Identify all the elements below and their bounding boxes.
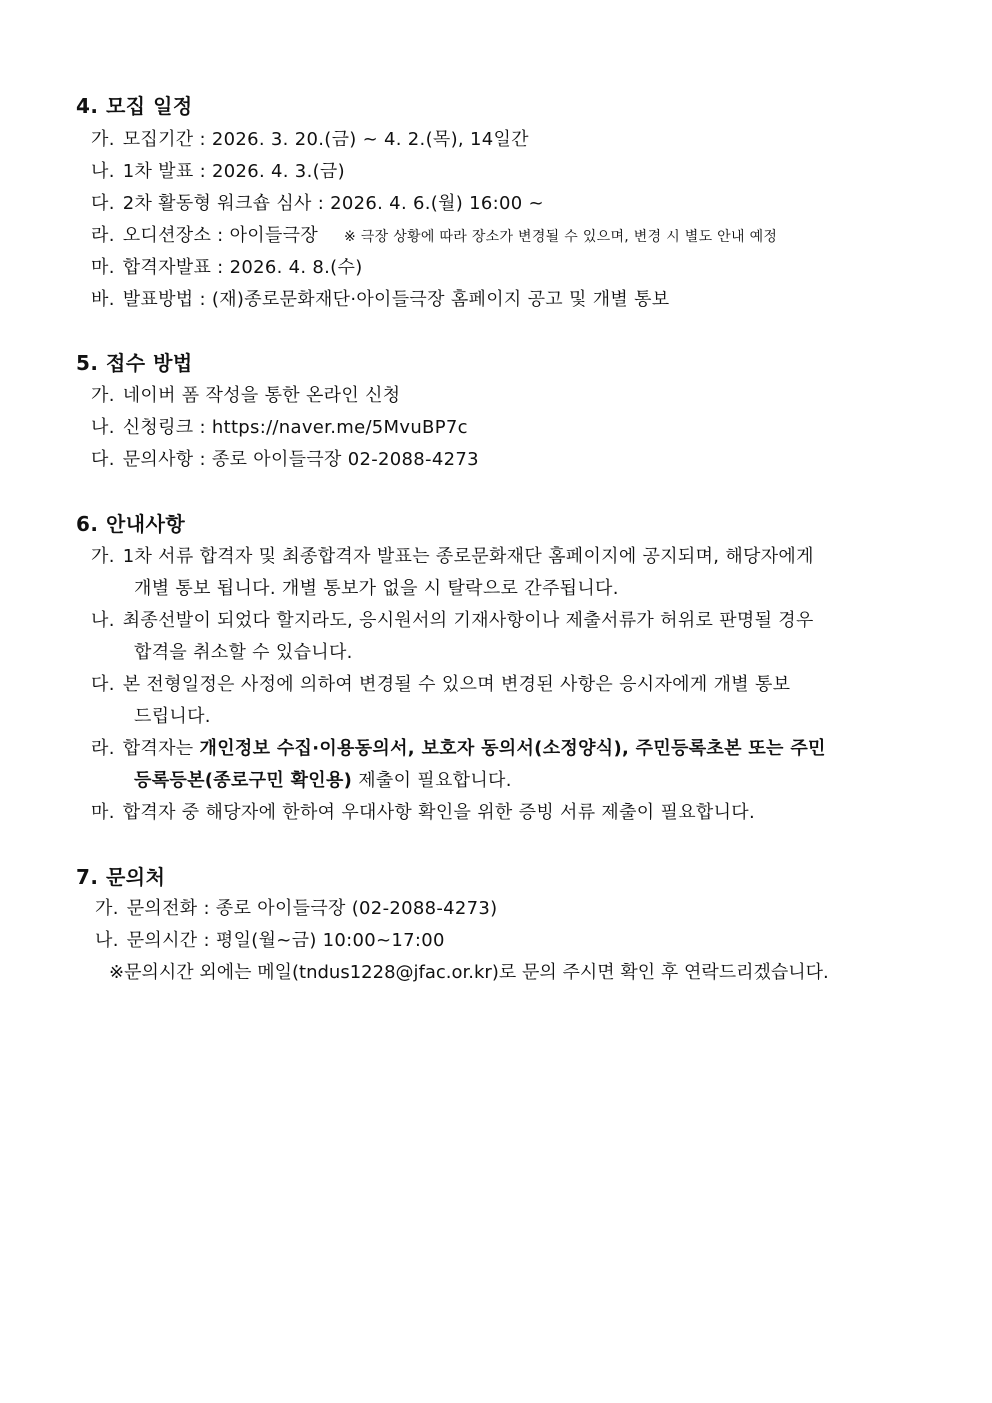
list-item — [91, 798, 755, 824]
item-label: 라. — [91, 738, 115, 759]
section-6-title: 6. 안내사항 — [76, 512, 186, 536]
required-documents: 개인정보 수집·이용동의서, 보호자 동의서(소정양식), 주민등록초본 또는 주민 — [199, 738, 826, 759]
item-label: 바. — [91, 289, 115, 310]
item-text: 신청링크 : https://naver.me/5MvuBP7c — [122, 417, 468, 438]
item-text: 본 전형일정은 사정에 의하여 변경될 수 있으며 변경된 사항은 응시자에게 개별 통보 — [122, 674, 791, 695]
item-text: 1차 발표 : 2026. 4. 3.(금) — [122, 161, 345, 182]
list-item — [91, 253, 363, 279]
item-label: 마. — [91, 802, 115, 823]
list-item — [91, 189, 544, 215]
list-item — [91, 381, 400, 407]
item-text: 문의전화 : 종로 아이들극장 (02-2088-4273) — [126, 898, 498, 919]
item-text: 합격자발표 : 2026. 4. 8.(수) — [122, 257, 363, 278]
item-text-prefix: 합격자는 — [122, 738, 200, 759]
list-item — [91, 606, 814, 632]
item-text: 네이버 폼 작성을 통한 온라인 신청 — [122, 385, 401, 406]
item-text-suffix: 제출이 필요합니다. — [352, 770, 512, 791]
venue-note: ※ 극장 상황에 따라 장소가 변경될 수 있으며, 변경 시 별도 안내 예정 — [344, 229, 778, 245]
list-item — [91, 413, 468, 439]
item-label: 나. — [91, 161, 115, 182]
item-label: 다. — [91, 674, 115, 695]
item-continuation — [134, 766, 512, 792]
list-item — [95, 926, 445, 952]
item-text: 최종선발이 되었다 할지라도, 응시원서의 기재사항이나 제출서류가 허위로 판명될 경우 — [122, 610, 814, 631]
item-continuation: 드립니다. — [134, 706, 211, 727]
item-text: 2차 활동형 워크숍 심사 : 2026. 4. 6.(월) 16:00 ~ — [122, 193, 544, 214]
section-5-title: 5. 접수 방법 — [76, 351, 193, 375]
list-item — [91, 670, 790, 696]
item-text: 모집기간 : 2026. 3. 20.(금) ~ 4. 2.(목), 14일간 — [122, 129, 529, 150]
item-continuation: 개별 통보 됩니다. 개별 통보가 없을 시 탈락으로 간주됩니다. — [134, 578, 619, 599]
item-label: 나. — [91, 417, 115, 438]
list-item — [91, 157, 345, 183]
item-text: 합격자 중 해당자에 한하여 우대사항 확인을 위한 증빙 서류 제출이 필요합니다. — [122, 802, 755, 823]
section-7-title: 7. 문의처 — [76, 865, 166, 889]
section-4-title: 4. 모집 일정 — [76, 94, 193, 118]
item-text: 오디션장소 : 아이들극장 — [122, 225, 319, 246]
item-label: 다. — [91, 193, 115, 214]
list-item — [91, 221, 777, 247]
item-label: 가. — [95, 898, 119, 919]
item-label: 가. — [91, 129, 115, 150]
item-label: 가. — [91, 385, 115, 406]
required-documents-cont: 등록등본(종로구민 확인용) — [134, 770, 353, 791]
item-label: 나. — [91, 610, 115, 631]
item-label: 나. — [95, 930, 119, 951]
item-text: 1차 서류 합격자 및 최종합격자 발표는 종로문화재단 홈페이지에 공지되며, 해당자에게 — [122, 546, 814, 567]
list-item — [91, 125, 529, 151]
item-text: 문의사항 : 종로 아이들극장 02-2088-4273 — [122, 449, 479, 470]
item-text: 문의시간 : 평일(월~금) 10:00~17:00 — [126, 930, 445, 951]
item-label: 마. — [91, 257, 115, 278]
item-label: 가. — [91, 546, 115, 567]
item-text: 발표방법 : (재)종로문화재단·아이들극장 홈페이지 공고 및 개별 통보 — [122, 289, 670, 310]
item-label: 라. — [91, 225, 115, 246]
list-item — [91, 445, 479, 471]
item-continuation: 합격을 취소할 수 있습니다. — [134, 642, 353, 663]
item-label: 다. — [91, 449, 115, 470]
list-item — [95, 894, 498, 920]
contact-note: ※문의시간 외에는 메일(tndus1228@jfac.or.kr)로 문의 주시면 확인 후 연락드리겠습니다. — [109, 962, 829, 983]
list-item — [91, 542, 814, 568]
list-item — [91, 734, 826, 760]
list-item — [91, 285, 669, 311]
